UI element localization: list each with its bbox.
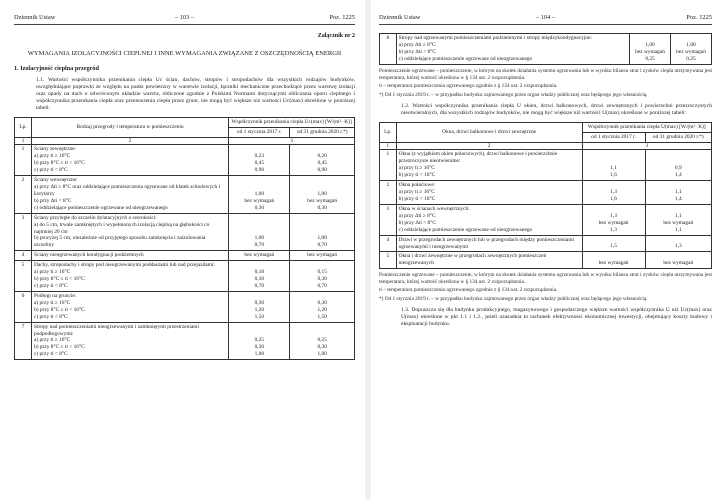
right-page — [371, 0, 720, 500]
cell-line: c) przy ti < 8°C — [34, 167, 68, 174]
cell-line: Dachy, stropodachy i stropy pod nieogrzewanymi poddaszami lub nad przejazdami: — [34, 261, 215, 268]
partition-description — [32, 260, 229, 291]
value-2020 — [290, 260, 355, 291]
table-row — [15, 176, 355, 214]
paragraph-1-3: 1.3. Dopuszcza się dla budynku produkcyjnego, magazynowego i gospodarczego większe wartości współczynnika U niż Uc(max) oraz U(max) określone w pkt 1.1 i 1.2., jeżeli uzasadnia to rachunek efektywności ekonomicznej inwestycji, obejmujący koszty budowy i eksploatacji budynku. — [401, 307, 712, 328]
cell-line: 1,6 — [610, 171, 617, 178]
cell-line: bez wymagań — [244, 197, 275, 204]
cell-line — [585, 206, 643, 213]
cell-line: c) przy ti < 8°C — [34, 282, 68, 289]
cell-line: Okna połaciowe: — [398, 181, 436, 188]
value-2020 — [290, 176, 355, 214]
cell-line: bez wymagań — [307, 197, 338, 204]
cell-line: 0,30 — [254, 204, 265, 211]
cell-line — [292, 146, 352, 153]
row-number: 1 — [15, 145, 32, 176]
row-number: 1 — [380, 150, 397, 181]
value-2017 — [582, 252, 645, 269]
cell-line: bez wymagań — [598, 219, 629, 226]
cell-line: 0,70 — [317, 282, 327, 289]
cell-line: 1,5 — [610, 243, 617, 250]
cell-line: bez wymagań — [307, 251, 338, 258]
value-2017 — [229, 250, 290, 260]
cell-line: bez wymagań — [635, 49, 665, 55]
cell-line: a) przy ti ≥ 16°C — [34, 337, 71, 344]
cell-line: 0,30 — [317, 275, 327, 282]
partition-description — [396, 150, 582, 181]
cell-line: 1,1 — [610, 164, 617, 171]
table-row — [380, 252, 712, 269]
cell-line: 0,70 — [254, 282, 265, 289]
table-row — [15, 322, 355, 360]
cell-line — [231, 184, 287, 191]
column-header-lp: Lp. — [15, 118, 32, 138]
cell-line: Stropy nad pomieszczeniami nieogrzewanymi i zamkniętymi przestrzeniami podpodłogowymi: — [34, 323, 199, 337]
cell-line: b) przy ti < 16°C — [398, 195, 436, 202]
cell-line: 1,3 — [610, 188, 617, 195]
cell-line: 1,00 — [254, 234, 265, 241]
cell-line: 1,20 — [254, 306, 265, 313]
column-header-from-2020: od 31 grudnia 2020 r.*) — [290, 128, 355, 138]
cell-line: 1,6 — [610, 195, 617, 202]
coefficients-table-continued — [379, 33, 712, 65]
column-header-kind: Rodzaj przegrody i temperatura w pomieszczeniu — [32, 118, 229, 138]
column-number: 1 — [15, 137, 32, 145]
cell-line: Ściany przyległe do szczelin dylatacyjnych o szerokości: — [34, 214, 157, 221]
paragraph-1-1: 1.1. Wartości współczynnika przenikania ciepła Uc ścian, dachów, stropów i stropodachów dla wszystkich rodzajów budynków, uwzględniające poprawki ze względu na punkt powietrzny w warstwie izolacji, łączniki mechaniczne przechodzące przez warstwę izolacji oraz opady na dach o odwróconym układzie warstw, obliczone zgodnie z Polskimi Normami dotyczącymi obliczania oporu cieplnego i współczynnika przenikania ciepła oraz przenoszenia ciepła przez grunt, nie mogą być większe niż wartości Uc(max) określone w poniższej tabeli: — [36, 77, 355, 112]
cell-line: 1,20 — [317, 306, 327, 313]
cell-line: b) przy 8°C ≤ ti < 16°C — [34, 275, 85, 282]
value-2020 — [290, 322, 355, 360]
column-number: 2 — [396, 142, 582, 150]
note-line: *) Od 1 stycznia 2019 r. – w przypadku budynku zajmowanego przez organ władzy publicznej oraz będącego jego własnością. — [379, 91, 648, 98]
table-body — [380, 150, 712, 269]
page-header — [379, 14, 712, 25]
row-number: 5 — [380, 252, 397, 269]
partition-description — [396, 180, 582, 204]
partition-description — [396, 252, 582, 269]
cell-line — [292, 293, 352, 300]
column-header-lp: Lp. — [380, 123, 397, 143]
row-number: 7 — [15, 322, 32, 360]
table-body — [380, 34, 712, 65]
position-number: Poz. 1225 — [686, 14, 712, 21]
value-2017 — [229, 291, 290, 322]
cell-line: 0,30 — [317, 204, 327, 211]
value-2017 — [582, 150, 645, 181]
section-title: 1. Izolacyjność cieplna przegród — [14, 64, 99, 72]
row-number: 5 — [15, 260, 32, 291]
cell-line: b) powyżej 5 cm, niezależnie od przyjętego sposobu zamknięcia i zaizolowania szczeliny — [34, 235, 206, 249]
value-2017 — [229, 145, 290, 176]
cell-line: bez wymagań — [676, 49, 706, 55]
table-body — [15, 145, 355, 360]
value-2020 — [290, 213, 355, 250]
value-2020 — [645, 204, 711, 235]
row-number: 8 — [380, 34, 397, 65]
cell-line: 1,3 — [674, 243, 682, 250]
partition-description — [396, 204, 582, 235]
position-number: Poz. 1225 — [329, 14, 356, 21]
cell-line — [648, 158, 709, 165]
table-row — [15, 213, 355, 250]
column-header-from-2020: od 31 grudnia 2020 r.*) — [645, 133, 711, 143]
cell-line: b) przy 8°C ≤ ti < 16°C — [34, 160, 85, 167]
row-number: 4 — [15, 250, 32, 260]
cell-line — [231, 293, 287, 300]
annex-label: Załącznik nr 2 — [317, 33, 355, 39]
cell-line — [648, 182, 709, 189]
cell-line: 1,1 — [674, 212, 682, 219]
value-2020 — [671, 34, 712, 65]
cell-line: 0,45 — [317, 160, 327, 167]
column-number: 2 — [32, 137, 229, 145]
cell-line: 0,25 — [645, 56, 655, 62]
column-header-coefficient: Współczynnik przenikania ciepła U(max) [W/(m²· K)] — [582, 123, 711, 133]
cell-line: b) przy ti < 16°C — [398, 171, 436, 178]
value-2017 — [582, 204, 645, 235]
column-header-from-2017: od 1 stycznia 2017 r. — [582, 133, 645, 143]
cell-line: a) przy ti ≥ 16°C — [398, 164, 435, 171]
cell-line — [292, 184, 352, 191]
cell-line — [292, 228, 352, 235]
paragraph-1-2: 1.2. Wartości współczynnika przenikania ciepła U okien, drzwi balkonowych, drzwi zewnętrznych i powierzchni przezroczystych nieotwieralnych, dla wszystkich rodzajów budynków, nie mogą być większe niż wartości U(max) określone w poniższej tabeli: — [401, 103, 712, 117]
value-2020 — [645, 150, 711, 181]
page-number: – 104 – — [535, 14, 556, 21]
cell-line: bez wymagań — [244, 251, 275, 258]
cell-line: Podłogi na gruncie: — [34, 292, 77, 299]
cell-line: b) przy 8°C ≤ ti < 16°C — [34, 344, 85, 351]
table-row — [380, 150, 712, 181]
cell-line: 0,30 — [254, 299, 265, 306]
cell-line: 1,4 — [674, 195, 682, 202]
partition-description — [32, 322, 229, 360]
cell-line: bez wymagań — [598, 259, 629, 266]
value-2017 — [229, 260, 290, 291]
value-2020 — [290, 145, 355, 176]
document-title: WYMAGANIA IZOLACYJNOŚCI CIEPLNEJ I INNE WYMAGANIA ZWIĄZANE Z OSZCZĘDNOŚCIĄ ENERGII — [27, 49, 342, 57]
cell-line: 1,00 — [686, 42, 696, 48]
cell-line: Stropy nad ogrzewanymi pomieszczeniami podziemnymi i stropy międzykondygnacyjne: — [398, 35, 592, 41]
cell-line: 0,20 — [317, 153, 327, 160]
cell-line — [673, 35, 709, 42]
table-row — [15, 250, 355, 260]
cell-line: 0,30 — [254, 275, 265, 282]
cell-line: 1,50 — [254, 313, 265, 320]
coefficients-table-walls — [14, 117, 355, 360]
cell-line: bez wymagań — [663, 259, 694, 266]
cell-line: 1,00 — [317, 190, 327, 197]
cell-line: 0,90 — [317, 167, 327, 174]
cell-line: c) przy ti < 8°C — [34, 351, 68, 358]
cell-line: Drzwi w przegrodach zewnętrznych lub w przegrodach między pomieszczeniami ogrzewanymi i nieogrzewanymi — [398, 236, 575, 250]
cell-line: 0,15 — [317, 268, 327, 275]
cell-line — [648, 206, 709, 213]
cell-line: Okna (z wyjątkiem okien połaciowych), drzwi balkonowe i powierzchnie przezroczyste nieotwieralne: — [398, 151, 558, 165]
cell-line: 1,00 — [645, 42, 655, 48]
value-2020 — [290, 250, 355, 260]
value-2017 — [229, 322, 290, 360]
cell-line: bez wymagań — [663, 219, 694, 226]
cell-line: 1,3 — [610, 212, 617, 219]
cell-line: 0,18 — [254, 268, 265, 275]
cell-line — [585, 158, 643, 165]
cell-line: 0,23 — [254, 153, 265, 160]
table-notes — [379, 68, 712, 98]
journal-name: Dziennik Ustaw — [379, 14, 421, 21]
cell-line: b) przy 8°C ≤ ti < 16°C — [34, 306, 85, 313]
cell-line: 1,00 — [254, 351, 265, 358]
note-line: Pomieszczenie ogrzewane – pomieszczenie, w którym na skutek działania systemu ogrzewania lub w wyniku bilansu strat i zysków ciepła utrzymywana jest temperatura, której wartość określona w § 134 ust. 2 rozporządzenia. — [379, 271, 712, 285]
row-number: 6 — [15, 291, 32, 322]
partition-description — [32, 291, 229, 322]
cell-line: a) przy ti ≥ 16°C — [34, 153, 71, 160]
table-row — [15, 291, 355, 322]
table-row — [380, 235, 712, 252]
cell-line: Ściany nieogrzewanych kondygnacji podziemnych — [34, 251, 144, 258]
cell-line: a) przy ti ≥ 16°C — [34, 299, 71, 306]
cell-line: c) oddzielające pomieszczenie ogrzewane od nieogrzewanego — [398, 56, 533, 62]
column-number: 1 — [380, 142, 397, 150]
row-number: 4 — [380, 235, 397, 252]
cell-line — [231, 262, 287, 269]
cell-line: 0,30 — [254, 344, 265, 351]
cell-line: 0,45 — [254, 160, 265, 167]
cell-line: b) przy Δti < 8°C — [34, 197, 72, 204]
cell-line: b) przy Δti < 8°C — [398, 49, 437, 55]
cell-line: 0,30 — [317, 344, 327, 351]
column-number: 3 — [229, 137, 355, 145]
coefficients-table-windows — [379, 122, 712, 269]
partition-description — [32, 250, 229, 260]
partition-description — [32, 176, 229, 214]
cell-line: Okna i drzwi zewnętrzne w przegrodach zewnętrznych pomieszczeń nieogrzewanych — [398, 253, 547, 267]
partition-description — [32, 213, 229, 250]
cell-line: 0,90 — [254, 167, 265, 174]
cell-line: 1,00 — [254, 190, 265, 197]
table-row — [380, 180, 712, 204]
cell-line: Ściany zewnętrzne: — [34, 146, 77, 153]
cell-line: 1,1 — [674, 226, 682, 233]
journal-name: Dziennik Ustaw — [14, 14, 56, 21]
cell-line: 0,25 — [254, 337, 265, 344]
cell-line: a) przy ti ≥ 16°C — [398, 188, 435, 195]
table-row — [380, 204, 712, 235]
value-2020 — [645, 252, 711, 269]
table-row — [15, 260, 355, 291]
note-line: *) Od 1 stycznia 2019 r. – w przypadku budynku zajmowanego przez organ władzy publicznej oraz będącego jego własnością. — [379, 295, 648, 302]
cell-line: 0,70 — [317, 241, 327, 248]
column-number: 3 — [582, 142, 711, 150]
partition-description — [396, 235, 582, 252]
cell-line: c) przy ti < 8°C — [34, 313, 68, 320]
cell-line: Okna w ścianach wewnętrznych: — [398, 205, 470, 212]
note-line: ti – temperatura pomieszczenia ogrzewanego zgodnie z § 134 ust. 2 rozporządzenia. — [379, 83, 558, 90]
note-line: ti – temperatura pomieszczenia ogrzewanego zgodnie z § 134 ust. 2 rozporządzenia. — [379, 287, 558, 294]
cell-line: a) przy Δti ≥ 8°C — [398, 212, 436, 219]
cell-line: a) do 5 cm, trwale zamkniętych i wypełnionych izolacją cieplną na głębokości co najmniej 20 cm — [34, 221, 210, 235]
row-number: 3 — [15, 213, 32, 250]
cell-line: 0,70 — [254, 241, 265, 248]
cell-line — [632, 35, 668, 42]
table-notes — [379, 272, 712, 302]
value-2020 — [290, 291, 355, 322]
value-2017 — [630, 34, 671, 65]
page-header — [14, 14, 355, 25]
cell-line: a) przy Δti ≥ 8°C — [398, 42, 436, 48]
value-2020 — [645, 180, 711, 204]
partition-description — [32, 145, 229, 176]
cell-line: a) przy Δti ≥ 8°C oraz oddzielające pomieszczenia ogrzewane od klatek schodowych i korytarzy — [34, 184, 221, 198]
cell-line: 1,3 — [610, 226, 617, 233]
value-2017 — [582, 235, 645, 252]
cell-line: 1,00 — [317, 351, 327, 358]
value-2020 — [645, 235, 711, 252]
value-2017 — [229, 213, 290, 250]
cell-line: c) oddzielające pomieszczenie ogrzewane od nieogrzewanego — [34, 204, 168, 211]
cell-line: b) przy Δti < 8°C — [398, 219, 437, 226]
cell-line: 1,00 — [317, 234, 327, 241]
cell-line: c) oddzielające pomieszczenie ogrzewane od nieogrzewanego — [398, 226, 533, 233]
cell-line — [231, 228, 287, 235]
cell-line — [292, 330, 352, 337]
cell-line — [585, 182, 643, 189]
column-header-from-2017: od 1 stycznia 2017 r. — [229, 128, 290, 138]
cell-line: 0,25 — [686, 56, 696, 62]
column-header-coefficient: Współczynnik przenikania ciepła Uc(max) [W/(m²· K)] — [229, 118, 355, 128]
row-number: 3 — [380, 204, 397, 235]
table-row — [380, 34, 712, 65]
row-number: 2 — [380, 180, 397, 204]
cell-line: 1,4 — [674, 171, 682, 178]
cell-line: 1,1 — [674, 188, 682, 195]
cell-line — [292, 262, 352, 269]
cell-line: Ściany wewnętrzne: — [34, 177, 78, 184]
value-2017 — [582, 180, 645, 204]
cell-line: 0,30 — [317, 299, 327, 306]
cell-line — [231, 146, 287, 153]
page-number: – 103 – — [174, 14, 195, 21]
row-number: 2 — [15, 176, 32, 214]
cell-line: 0,9 — [674, 164, 682, 171]
cell-line: a) przy ti ≥ 16°C — [34, 268, 71, 275]
cell-line — [231, 330, 287, 337]
value-2017 — [229, 176, 290, 214]
table-row — [15, 145, 355, 176]
cell-line: 0,25 — [317, 337, 327, 344]
column-header-kind: Okna, drzwi balkonowe i drzwi zewnętrzne — [396, 123, 582, 143]
cell-line: 1,50 — [317, 313, 327, 320]
partition-description — [396, 34, 629, 65]
note-line: Pomieszczenie ogrzewane – pomieszczenie, w którym na skutek działania systemu ogrzewania lub w wyniku bilansu strat i zysków ciepła utrzymywana jest temperatura, której wartość określona w § 134 ust. 2 rozporządzenia. — [379, 68, 712, 81]
